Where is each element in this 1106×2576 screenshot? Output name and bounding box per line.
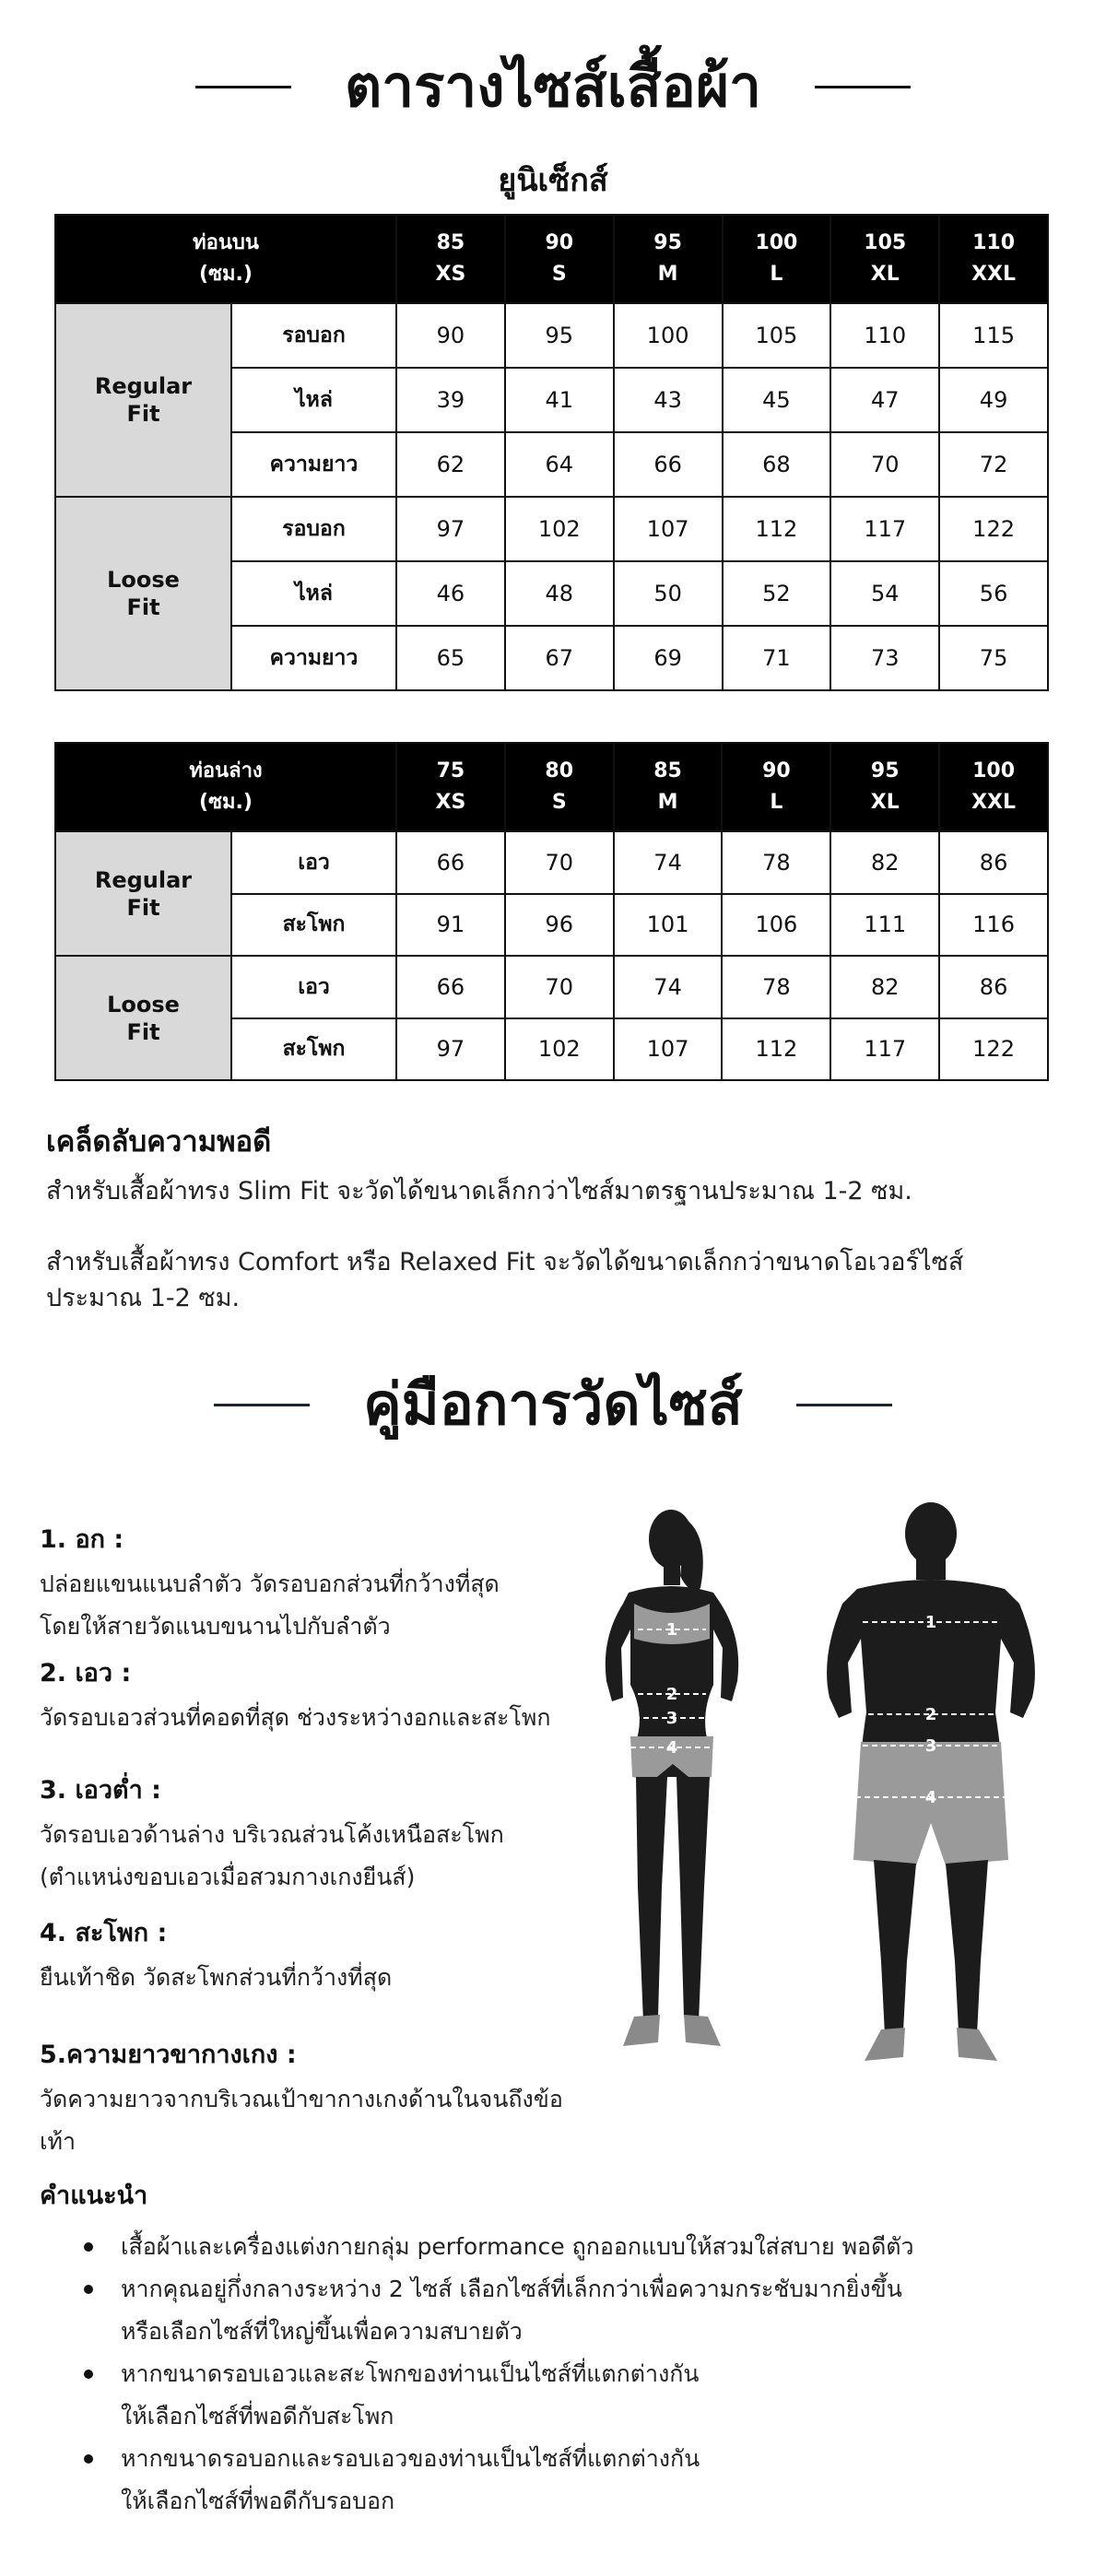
table-cell: 71 <box>723 626 831 690</box>
table-cell: 110 <box>830 303 939 368</box>
table-cell: 97 <box>396 497 505 561</box>
measure-guide-title <box>0 1362 1106 1447</box>
size-code: XXL <box>971 263 1017 286</box>
size-code: XS <box>435 263 466 286</box>
guide-item-text: วัดความยาวจากบริเวณเป้าขากางเกงด้านในจนถึงข้อเท้า <box>40 2086 563 2155</box>
table-cell: 41 <box>505 368 614 432</box>
size-code: M <box>657 791 678 814</box>
unisex-subtitle: ยูนิเซ็กส์ <box>498 162 608 199</box>
measurement-label: ไหล่ <box>231 368 396 432</box>
measurement-label: เอว <box>231 831 396 894</box>
table-cell: 54 <box>830 561 939 626</box>
table-cell: 116 <box>939 894 1048 957</box>
table-cell: 86 <box>939 956 1048 1018</box>
table-cell: 101 <box>614 894 723 957</box>
fit-group-label: Loose Fit <box>55 956 231 1080</box>
page-title <box>0 44 1106 129</box>
measurement-label: สะโพก <box>231 1018 396 1081</box>
size-code: XL <box>870 263 900 286</box>
table-row <box>55 831 1048 894</box>
guide-item-title: 5.ความยาวขากางเกง : <box>40 2041 297 2069</box>
size-number: 100 <box>755 231 798 254</box>
table-cell: 102 <box>505 1018 614 1081</box>
size-number: 100 <box>972 759 1016 782</box>
table-cell: 100 <box>614 303 723 368</box>
table-cell: 49 <box>939 368 1048 432</box>
table-cell: 74 <box>614 956 723 1018</box>
guide-item-title: 2. เอว : <box>40 1659 132 1688</box>
measurement-label: ความยาว <box>231 432 396 497</box>
measurement-label: ความยาว <box>231 626 396 690</box>
size-number: 80 <box>545 759 574 782</box>
size-code: XL <box>870 791 900 814</box>
title-rule-right <box>815 86 911 88</box>
table-cell: 66 <box>396 956 505 1018</box>
table-cell: 72 <box>939 432 1048 497</box>
size-number: 90 <box>545 231 574 254</box>
tops-size-table <box>54 214 1049 691</box>
female-label-low-waist: 3 <box>665 1709 678 1728</box>
fit-group-label: Loose Fit <box>55 497 231 690</box>
size-column-header <box>939 215 1048 303</box>
title-rule-left <box>195 86 291 88</box>
size-number: 95 <box>653 231 682 254</box>
table-cell: 47 <box>830 368 939 432</box>
table-cell: 97 <box>396 1018 505 1081</box>
bottoms-header-row <box>55 743 1048 831</box>
size-code: XXL <box>971 791 1017 814</box>
guide-item-text: วัดรอบเอวส่วนที่คอดที่สุด ช่วงระหว่างอกและสะโพก <box>40 1704 551 1731</box>
measurement-label: สะโพก <box>231 894 396 957</box>
guide-rule-left <box>214 1404 310 1406</box>
advice-title: คำแนะนำ <box>40 2182 148 2210</box>
female-label-hip: 4 <box>665 1738 678 1758</box>
guide-rule-right <box>796 1404 892 1406</box>
table-cell: 102 <box>505 497 614 561</box>
female-figure-illustration <box>606 1510 738 2046</box>
table-cell: 66 <box>614 432 723 497</box>
table-cell: 112 <box>723 497 831 561</box>
table-cell: 107 <box>614 1018 723 1081</box>
guide-item-text: ยืนเท้าชิด วัดสะโพกส่วนที่กว้างที่สุด <box>40 1964 393 1991</box>
fit-tip: สำหรับเสื้อผ้าทรง Slim Fit จะวัดได้ขนาดเล็กกว่าไซส์มาตรฐานประมาณ 1-2 ซม. <box>46 1177 912 1206</box>
guide-item-title: 3. เอวต่ำ : <box>40 1776 161 1805</box>
size-number: 75 <box>436 759 465 782</box>
size-column-header <box>614 215 723 303</box>
table-cell: 90 <box>396 303 505 368</box>
table-cell: 73 <box>830 626 939 690</box>
table-cell: 67 <box>505 626 614 690</box>
male-label-low-waist: 3 <box>924 1736 937 1756</box>
guide-item-text: วัดรอบเอวด้านล่าง บริเวณส่วนโค้งเหนือสะโพก (ตำแหน่งขอบเอวเมื่อสวมกางเกงยีนส์) <box>40 1821 504 1890</box>
advice-item: หากขนาดรอบอกและรอบเอวของท่านเป็นไซส์ที่แตกต่างกัน ให้เลือกไซส์ที่พอดีกับรอบอก <box>40 2438 1053 2523</box>
advice-item: หากขนาดรอบเอวและสะโพกของท่านเป็นไซส์ที่แตกต่างกัน ให้เลือกไซส์ที่พอดีกับสะโพก <box>40 2353 1053 2438</box>
size-column-header <box>830 743 939 831</box>
measurement-label: ไหล่ <box>231 561 396 626</box>
measurement-label: รอบอก <box>231 497 396 561</box>
size-column-header <box>396 743 505 831</box>
table-cell: 82 <box>830 956 939 1018</box>
table-cell: 64 <box>505 432 614 497</box>
guide-item-title: 4. สะโพก : <box>40 1919 168 1947</box>
fit-tips-title: เคล็ดลับความพอดี <box>46 1125 272 1159</box>
table-row <box>55 303 1048 368</box>
size-code: M <box>657 263 678 286</box>
tops-header-row <box>55 215 1048 303</box>
size-column-header <box>505 743 614 831</box>
table-cell: 78 <box>722 831 830 894</box>
measurement-label: รอบอก <box>231 303 396 368</box>
table-cell: 62 <box>396 432 505 497</box>
fit-group-label: Regular Fit <box>55 303 231 497</box>
table-cell: 70 <box>830 432 939 497</box>
table-cell: 52 <box>723 561 831 626</box>
size-number: 85 <box>436 231 465 254</box>
fit-group-label: Regular Fit <box>55 831 231 956</box>
table-cell: 45 <box>723 368 831 432</box>
size-code: XS <box>435 791 466 814</box>
guide-item-title: 1. อก : <box>40 1525 124 1554</box>
male-figure-illustration <box>827 1502 1035 2061</box>
size-number: 85 <box>653 759 682 782</box>
table-cell: 95 <box>505 303 614 368</box>
table-cell: 96 <box>505 894 614 957</box>
table-cell: 122 <box>939 1018 1048 1081</box>
table-cell: 107 <box>614 497 723 561</box>
table-row <box>55 497 1048 561</box>
size-number: 105 <box>864 231 907 254</box>
table-cell: 50 <box>614 561 723 626</box>
table-cell: 112 <box>722 1018 830 1081</box>
table-cell: 39 <box>396 368 505 432</box>
size-column-header <box>723 215 831 303</box>
guide-item-text: ปล่อยแขนแนบลำตัว วัดรอบอกส่วนที่กว้างที่สุด โดยให้สายวัดแนบขนานไปกับลำตัว <box>40 1570 500 1640</box>
size-column-header <box>505 215 614 303</box>
size-column-header <box>939 743 1048 831</box>
advice-item: เสื้อผ้าและเครื่องแต่งกายกลุ่ม performance ถูกออกแบบให้สวมใส่สบาย พอดีตัว <box>40 2226 1053 2268</box>
female-label-waist: 2 <box>665 1685 678 1704</box>
size-column-header <box>830 215 939 303</box>
measurement-label: เอว <box>231 956 396 1018</box>
body-measurement-figures <box>562 1500 1078 2100</box>
table-cell: 70 <box>505 831 614 894</box>
size-number: 95 <box>870 759 900 782</box>
female-label-chest: 1 <box>665 1620 678 1640</box>
male-label-chest: 1 <box>924 1613 937 1632</box>
male-label-waist: 2 <box>924 1705 937 1724</box>
table-cell: 43 <box>614 368 723 432</box>
size-number: 90 <box>762 759 791 782</box>
page-title-text: ตารางไซส์เสื้อผ้า <box>345 53 761 120</box>
table-cell: 117 <box>830 497 939 561</box>
table-cell: 115 <box>939 303 1048 368</box>
size-code: L <box>770 791 783 814</box>
advice-item: หากคุณอยู่กึ่งกลางระหว่าง 2 ไซส์ เลือกไซส์ที่เล็กกว่าเพื่อความกระชับมากยิ่งขึ้น หรือเลือกไซส์ที่ใหญ่ขึ้นเพื่อความสบายตัว <box>40 2268 1053 2353</box>
table-row <box>55 956 1048 1018</box>
table-cell: 82 <box>830 831 939 894</box>
size-column-header <box>396 215 505 303</box>
table-cell: 106 <box>722 894 830 957</box>
size-code: L <box>770 263 783 286</box>
fit-tip: สำหรับเสื้อผ้าทรง Comfort หรือ Relaxed Fit จะวัดได้ขนาดเล็กกว่าขนาดโอเวอร์ไซส์ ประมาณ 1-2 ซม. <box>46 1248 964 1312</box>
size-code: S <box>551 263 567 286</box>
size-number: 110 <box>972 231 1016 254</box>
table-cell: 66 <box>396 831 505 894</box>
table-cell: 122 <box>939 497 1048 561</box>
bottoms-size-table <box>54 742 1049 1081</box>
table-cell: 91 <box>396 894 505 957</box>
table-cell: 69 <box>614 626 723 690</box>
size-code: S <box>551 791 567 814</box>
male-label-hip: 4 <box>924 1788 937 1807</box>
advice-list <box>40 2226 1053 2523</box>
table-cell: 48 <box>505 561 614 626</box>
table-cell: 117 <box>830 1018 939 1081</box>
table-cell: 105 <box>723 303 831 368</box>
table-cell: 46 <box>396 561 505 626</box>
table-cell: 111 <box>830 894 939 957</box>
table-cell: 78 <box>722 956 830 1018</box>
table-cell: 70 <box>505 956 614 1018</box>
tops-header-label: ท่อนบน (ซม.) <box>55 215 396 303</box>
size-column-header <box>722 743 830 831</box>
table-cell: 68 <box>723 432 831 497</box>
bottoms-header-label: ท่อนล่าง (ซม.) <box>55 743 396 831</box>
table-cell: 74 <box>614 831 723 894</box>
table-cell: 65 <box>396 626 505 690</box>
table-cell: 75 <box>939 626 1048 690</box>
table-cell: 56 <box>939 561 1048 626</box>
size-column-header <box>614 743 723 831</box>
measure-guide-title-text: คู่มือการวัดไซส์ <box>363 1370 743 1438</box>
table-cell: 86 <box>939 831 1048 894</box>
